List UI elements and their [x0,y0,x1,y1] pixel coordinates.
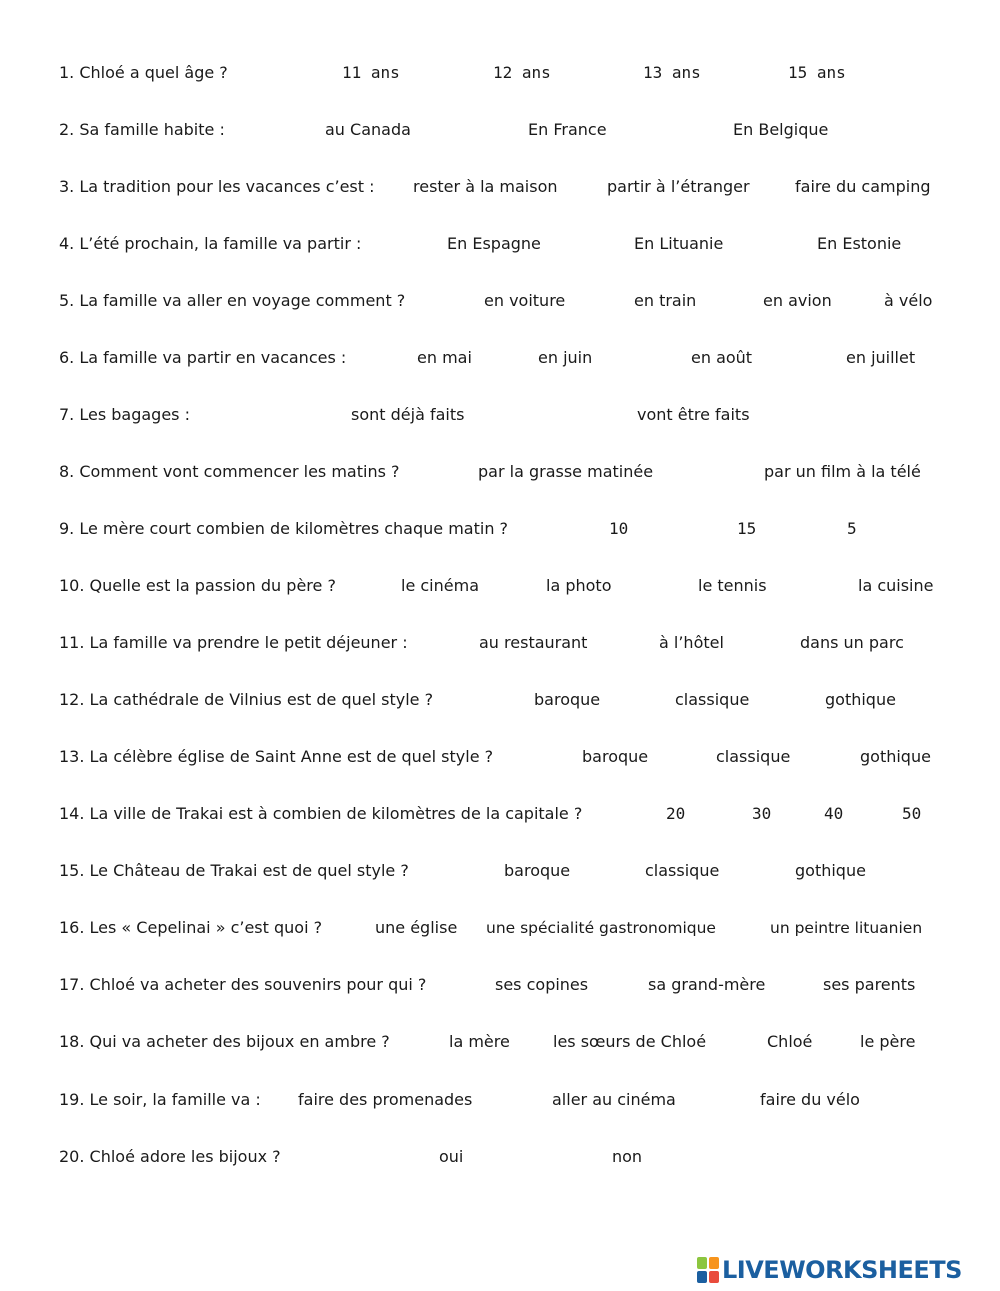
answer-option[interactable]: gothique [860,747,931,766]
question-text: 11. La famille va prendre le petit déjeuner : [59,633,408,652]
answer-option[interactable]: classique [716,747,791,766]
answer-option[interactable]: classique [645,861,720,880]
question-text: 14. La ville de Trakai est à combien de kilomètres de la capitale ? [59,804,583,823]
question-row [0,574,1000,598]
answer-option[interactable]: non [612,1147,643,1166]
answer-option[interactable]: vont être faits [637,405,750,424]
answer-option[interactable]: aller au cinéma [552,1090,676,1109]
question-row [0,1088,1000,1112]
answer-option[interactable]: les sœurs de Chloé [553,1032,707,1051]
question-text: 1. Chloé a quel âge ? [59,63,228,82]
answer-option[interactable]: en voiture [484,291,566,310]
question-text: 19. Le soir, la famille va : [59,1090,261,1109]
answer-option[interactable]: baroque [582,747,649,766]
question-row [0,175,1000,199]
question-row [0,346,1000,370]
answer-option[interactable]: sa grand-mère [648,975,766,994]
answer-option[interactable]: à vélo [884,291,933,310]
answer-option[interactable]: la cuisine [858,576,934,595]
answer-option[interactable]: en avion [763,291,832,310]
question-text: 9. Le mère court combien de kilomètres chaque matin ? [59,519,509,538]
question-text: 6. La famille va partir en vacances : [59,348,347,367]
question-row [0,403,1000,427]
question-row [0,232,1000,256]
answer-option[interactable]: en août [691,348,753,367]
question-row [0,973,1000,997]
answer-option[interactable]: En Belgique [733,120,829,139]
answer-option[interactable]: 13 ans [643,63,701,82]
answer-option[interactable]: En Espagne [447,234,541,253]
question-row [0,118,1000,142]
answer-option[interactable]: le cinéma [401,576,479,595]
answer-option[interactable]: en juillet [846,348,916,367]
answer-option[interactable]: en juin [538,348,593,367]
logo-text: LIVEWORKSHEETS [722,1256,962,1284]
question-row [0,1030,1000,1054]
question-text: 3. La tradition pour les vacances c’est : [59,177,375,196]
answer-option[interactable]: En Estonie [817,234,902,253]
question-row [0,1145,1000,1169]
answer-option[interactable]: faire du camping [795,177,931,196]
question-text: 7. Les bagages : [59,405,190,424]
question-text: 20. Chloé adore les bijoux ? [59,1147,281,1166]
answer-option[interactable]: ses copines [495,975,589,994]
question-row [0,688,1000,712]
answer-option[interactable]: ses parents [823,975,916,994]
answer-option[interactable]: dans un parc [800,633,904,652]
answer-option[interactable]: 10 [609,519,629,538]
question-text: 10. Quelle est la passion du père ? [59,576,336,595]
answer-option[interactable]: 5 [847,519,857,538]
answer-option[interactable]: par la grasse matinée [478,462,654,481]
question-text: 5. La famille va aller en voyage comment ? [59,291,406,310]
answer-option[interactable]: baroque [504,861,571,880]
answer-option[interactable]: en mai [417,348,472,367]
answer-option[interactable]: gothique [825,690,896,709]
answer-option[interactable]: 15 [737,519,757,538]
question-row [0,802,1000,826]
answer-option[interactable]: partir à l’étranger [607,177,750,196]
answer-option[interactable]: 40 [824,804,844,823]
answer-option[interactable]: Chloé [767,1032,813,1051]
answer-option[interactable]: la mère [449,1032,510,1051]
answer-option[interactable]: rester à la maison [413,177,558,196]
question-text: 2. Sa famille habite : [59,120,225,139]
question-row [0,631,1000,655]
question-text: 4. L’été prochain, la famille va partir : [59,234,362,253]
liveworksheets-logo-icon [697,1257,719,1283]
answer-option[interactable]: en train [634,291,697,310]
answer-option[interactable]: le père [860,1032,916,1051]
answer-option[interactable]: gothique [795,861,866,880]
question-row [0,745,1000,769]
answer-option[interactable]: sont déjà faits [351,405,465,424]
question-text: 15. Le Château de Trakai est de quel style ? [59,861,409,880]
answer-option[interactable]: oui [439,1147,464,1166]
question-row [0,916,1000,940]
answer-option[interactable]: 11 ans [342,63,400,82]
answer-option[interactable]: 12 ans [493,63,551,82]
question-row [0,517,1000,541]
answer-option[interactable]: au Canada [325,120,411,139]
answer-option[interactable]: faire des promenades [298,1090,473,1109]
question-text: 18. Qui va acheter des bijoux en ambre ? [59,1032,390,1051]
answer-option[interactable]: classique [675,690,750,709]
question-text: 16. Les « Cepelinai » c’est quoi ? [59,918,323,937]
answer-option[interactable]: une spécialité gastronomique [486,919,716,937]
answer-option[interactable]: au restaurant [479,633,588,652]
answer-option[interactable]: un peintre lituanien [770,919,923,937]
answer-option[interactable]: la photo [546,576,612,595]
question-text: 12. La cathédrale de Vilnius est de quel style ? [59,690,434,709]
answer-option[interactable]: à l’hôtel [659,633,724,652]
answer-option[interactable]: une église [375,918,458,937]
question-text: 17. Chloé va acheter des souvenirs pour qui ? [59,975,427,994]
answer-option[interactable]: En France [528,120,607,139]
answer-option[interactable]: 15 ans [788,63,846,82]
question-text: 8. Comment vont commencer les matins ? [59,462,400,481]
question-row [0,460,1000,484]
question-text: 13. La célèbre église de Saint Anne est de quel style ? [59,747,494,766]
answer-option[interactable]: 30 [752,804,772,823]
answer-option[interactable]: par un film à la télé [764,462,921,481]
answer-option[interactable]: baroque [534,690,601,709]
answer-option[interactable]: 50 [902,804,922,823]
question-row [0,289,1000,313]
answer-option[interactable]: 20 [666,804,686,823]
question-row [0,859,1000,883]
answer-option[interactable]: En Lituanie [634,234,724,253]
answer-option[interactable]: faire du vélo [760,1090,860,1109]
liveworksheets-logo [697,1255,962,1285]
question-row [0,61,1000,85]
answer-option[interactable]: le tennis [698,576,767,595]
